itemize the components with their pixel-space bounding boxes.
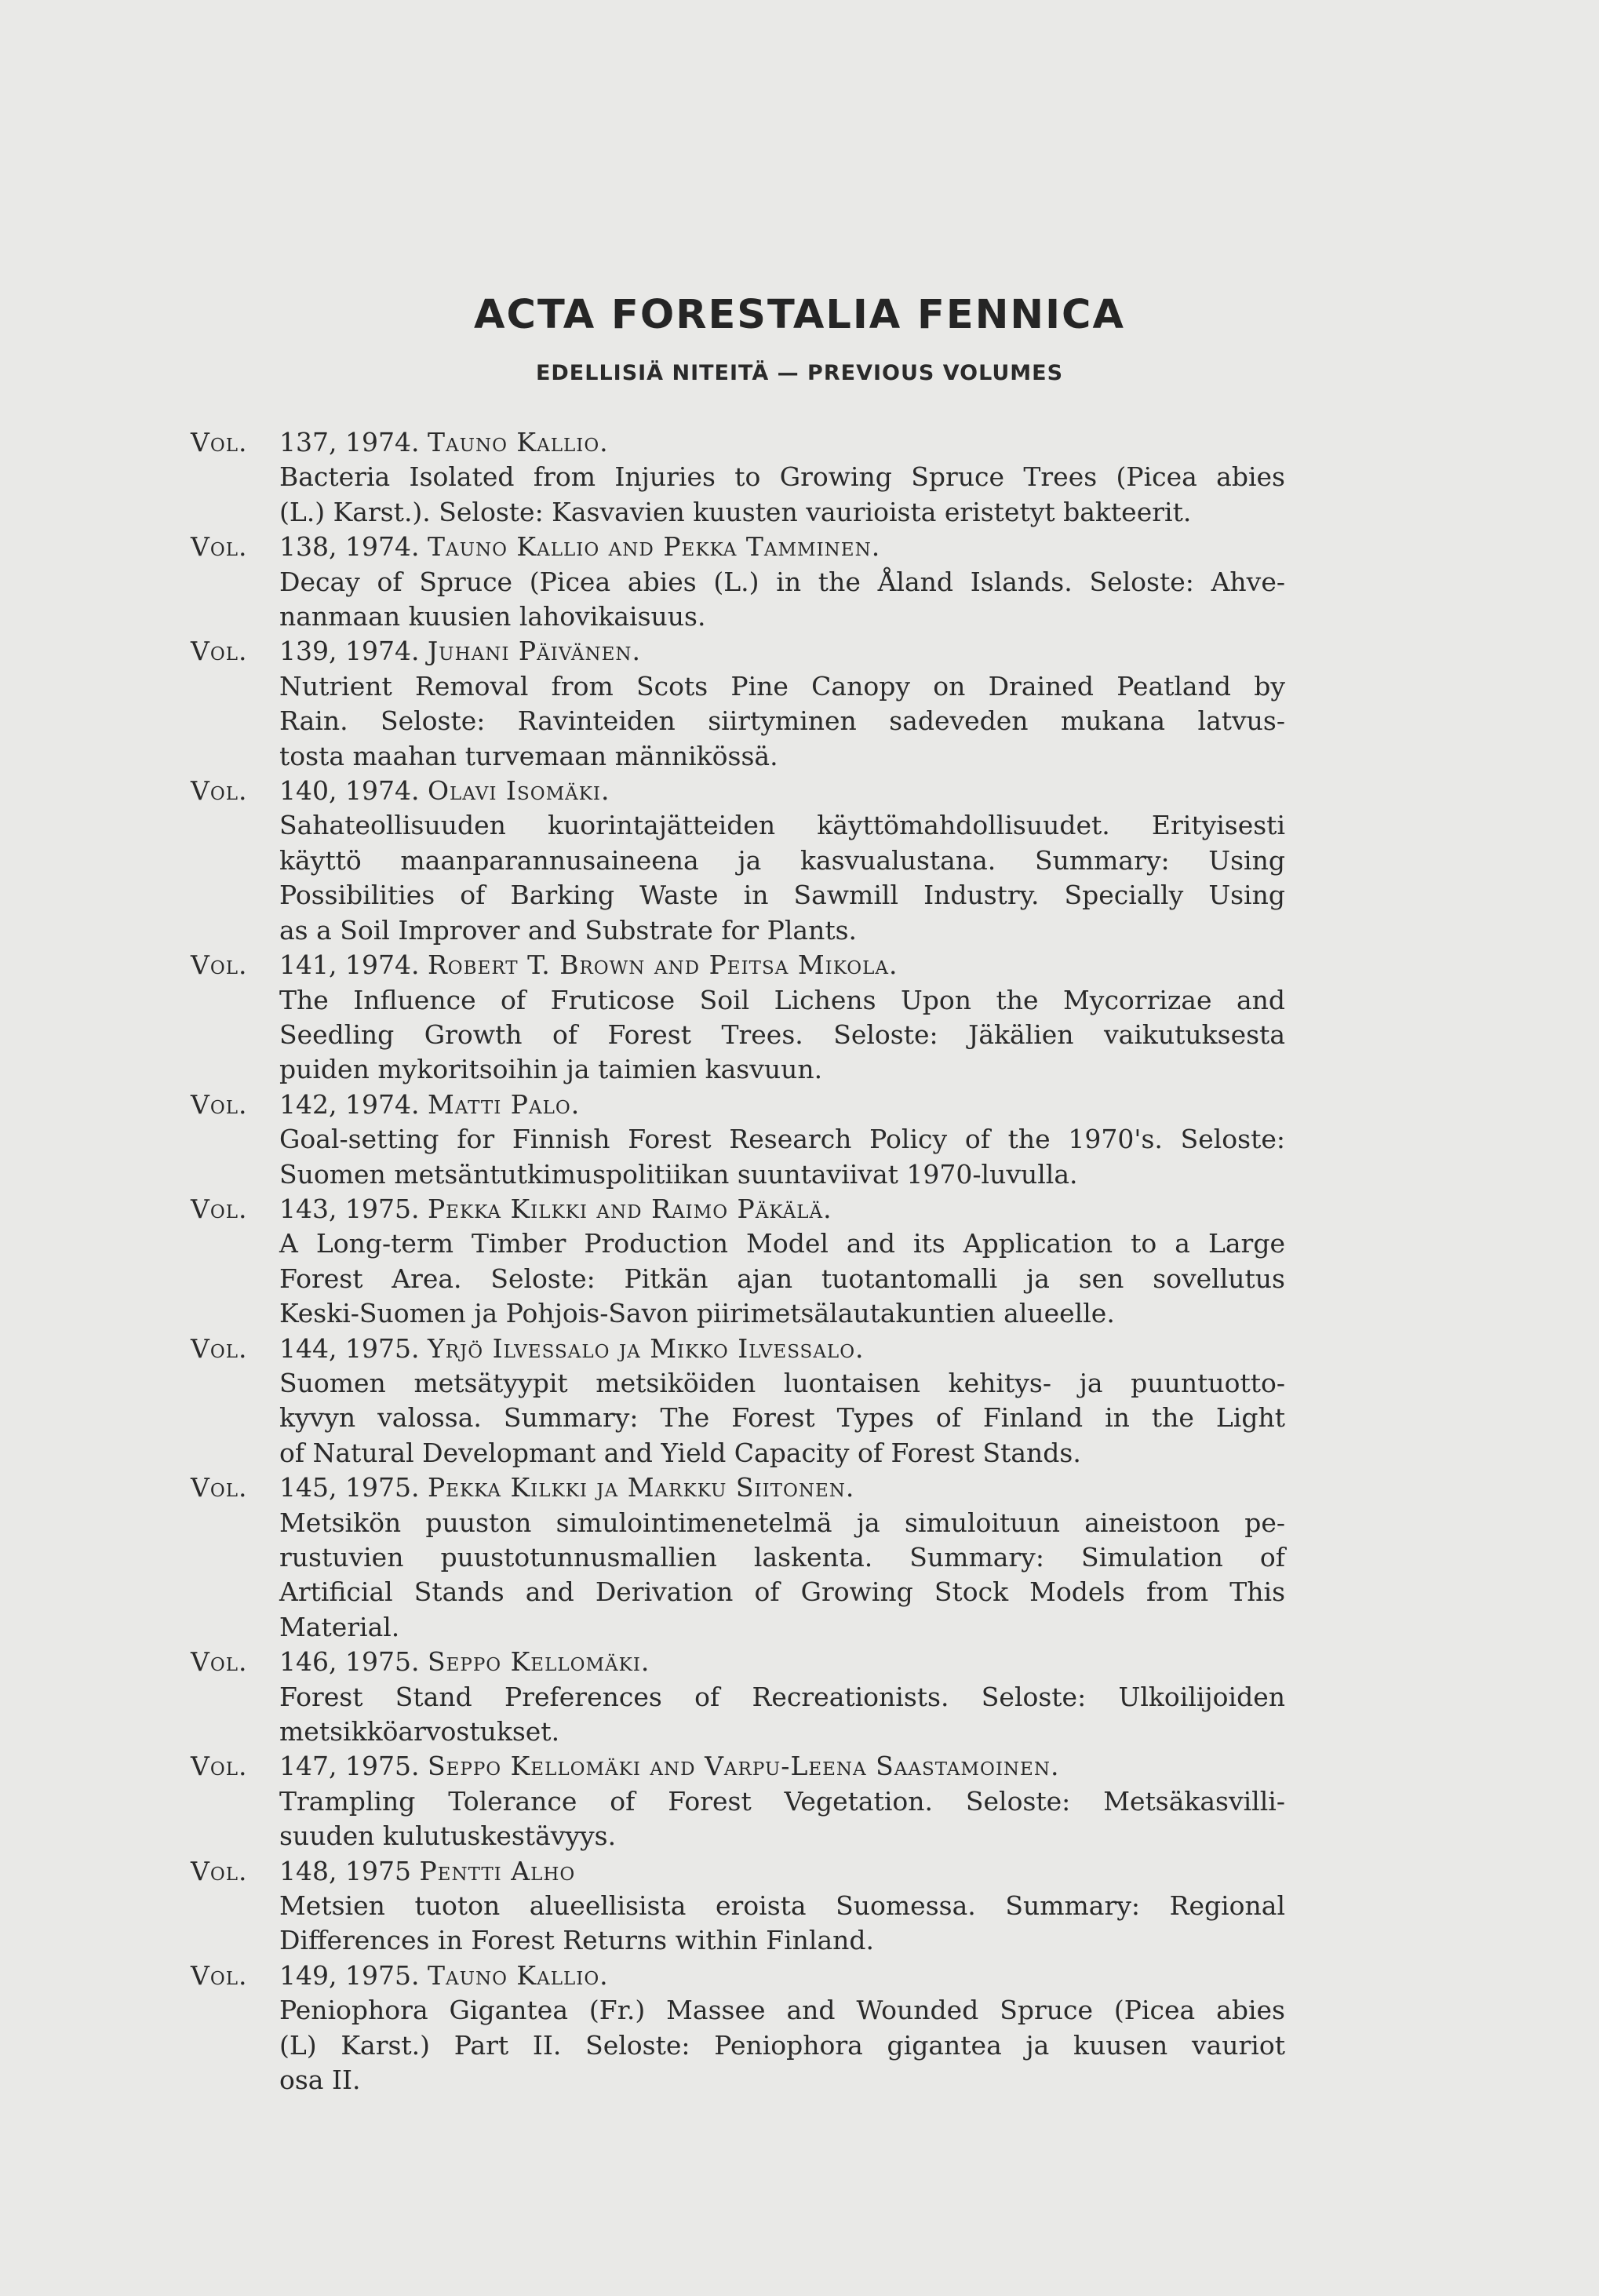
- description-line: Bacteria Isolated from Injuries to Growing Spruce Trees (Picea abies: [279, 461, 1285, 493]
- volume-label: Vol.: [191, 1472, 248, 1503]
- volume-body: [279, 1645, 1285, 1749]
- description-line: The Influence of Fruticose Soil Lichens Upon the Mycorrizae and: [279, 984, 1285, 1015]
- volume-body: [279, 1088, 1285, 1192]
- description-line: Metsikön puuston simulointimenetelmä ja simuloituun aineistoon pe-: [279, 1507, 1285, 1538]
- volume-description: [279, 1506, 1285, 1645]
- description-line: nanmaan kuusien lahovikaisuus.: [279, 601, 706, 632]
- description-line: A Long-term Timber Production Model and its Application to a Large: [279, 1228, 1285, 1259]
- description-line: tosta maahan turvemaan männikössä.: [279, 740, 778, 771]
- volume-number-year: 141, 1974.: [279, 949, 420, 981]
- description-line: Forest Area. Seloste: Pitkän ajan tuotantomalli ja sen sovellutus: [279, 1263, 1285, 1294]
- volume-heading: [279, 774, 1285, 808]
- volume-authors: Seppo Kellomäki and Varpu-Leena Saastamoinen.: [427, 1751, 1060, 1782]
- volume-entry: [191, 634, 1285, 774]
- volume-description: [279, 808, 1285, 948]
- volume-heading: [279, 1088, 1285, 1122]
- volume-authors: Matti Palo.: [427, 1088, 581, 1120]
- volume-label: Vol.: [191, 1193, 248, 1224]
- volume-label: Vol.: [191, 1751, 248, 1782]
- volume-number-year: 137, 1974.: [279, 427, 420, 457]
- description-line: Seedling Growth of Forest Trees. Seloste: Jäkälien vaikutuksesta: [279, 1019, 1285, 1050]
- volume-authors: Robert T. Brown and Peitsa Mikola.: [427, 949, 898, 981]
- volume-heading: [279, 634, 1285, 669]
- volume-description: [279, 1993, 1285, 2097]
- description-line: Suomen metsätyypit metsiköiden luontaisen kehitys- ja puuntuotto-: [279, 1367, 1285, 1398]
- volume-authors: Tauno Kallio and Pekka Tamminen.: [427, 531, 881, 563]
- description-line: Metsien tuoton alueellisista eroista Suomessa. Summary: Regional: [279, 1890, 1285, 1922]
- volume-heading: [279, 1645, 1285, 1679]
- volume-entry: [191, 1192, 1285, 1332]
- volume-authors: Yrjö Ilvessalo ja Mikko Ilvessalo.: [427, 1332, 865, 1364]
- volume-label: Vol.: [191, 636, 248, 667]
- volume-description: [279, 460, 1285, 530]
- volume-body: [279, 1854, 1285, 1959]
- volume-entry: [191, 1749, 1285, 1853]
- volume-entry: [191, 1332, 1285, 1471]
- description-line: Differences in Forest Returns within Finland.: [279, 1925, 874, 1956]
- volume-number-year: 148, 1975: [279, 1855, 411, 1886]
- description-line: of Natural Developmant and Yield Capacity of Forest Stands.: [279, 1437, 1081, 1468]
- description-line: käyttö maanparannusaineena ja kasvualustana. Summary: Using: [279, 844, 1285, 876]
- description-line: Keski-Suomen ja Pohjois-Savon piirimetsälautakuntien alueelle.: [279, 1298, 1115, 1329]
- volume-entry: [191, 1471, 1285, 1645]
- volume-description: [279, 1366, 1285, 1471]
- volume-description: [279, 669, 1285, 774]
- volume-entry: [191, 530, 1285, 634]
- description-line: Peniophora Gigantea (Fr.) Massee and Wounded Spruce (Picea abies: [279, 1995, 1285, 2026]
- description-line: puiden mykoritsoihin ja taimien kasvuun.: [279, 1054, 823, 1085]
- volume-body: [279, 634, 1285, 774]
- volume-body: [279, 1959, 1285, 2098]
- volume-label: Vol.: [191, 1088, 248, 1120]
- volume-authors: Olavi Isomäki.: [427, 775, 610, 807]
- volume-heading: [279, 1749, 1285, 1784]
- volume-number-year: 139, 1974.: [279, 636, 420, 667]
- volume-authors: Juhani Päivänen.: [427, 636, 642, 667]
- volume-heading: [279, 530, 1285, 564]
- volume-authors: Pentti Alho: [419, 1855, 576, 1886]
- volume-authors: Tauno Kallio.: [427, 427, 609, 457]
- volume-body: [279, 1332, 1285, 1471]
- volume-label: Vol.: [191, 427, 248, 457]
- volume-authors: Seppo Kellomäki.: [427, 1646, 650, 1678]
- volume-number-year: 142, 1974.: [279, 1088, 420, 1120]
- volume-entry: [191, 1959, 1285, 2098]
- volume-number-year: 138, 1974.: [279, 531, 420, 563]
- journal-title: ACTA FORESTALIA FENNICA: [474, 292, 1125, 338]
- description-line: (L.) Karst.). Seloste: Kasvavien kuusten vaurioista eristetyt bakteerit.: [279, 496, 1192, 527]
- volume-body: [279, 530, 1285, 634]
- volume-description: [279, 1680, 1285, 1750]
- volume-description: [279, 1889, 1285, 1959]
- volume-body: [279, 1471, 1285, 1645]
- volume-label: Vol.: [191, 1332, 248, 1364]
- volume-entry: [191, 425, 1285, 530]
- volume-label: Vol.: [191, 1646, 248, 1678]
- volume-heading: [279, 425, 1285, 460]
- description-line: Trampling Tolerance of Forest Vegetation. Seloste: Metsäkasvilli-: [279, 1785, 1285, 1817]
- volume-number-year: 143, 1975.: [279, 1193, 420, 1224]
- volume-entry: [191, 774, 1285, 948]
- volume-heading: [279, 1332, 1285, 1366]
- volume-description: [279, 983, 1285, 1088]
- volume-label: Vol.: [191, 531, 248, 563]
- volume-label: Vol.: [191, 1959, 248, 1991]
- volume-number-year: 147, 1975.: [279, 1751, 420, 1782]
- volume-authors: Tauno Kallio.: [427, 1959, 609, 1991]
- volume-body: [279, 1192, 1285, 1332]
- volume-heading: [279, 1192, 1285, 1226]
- description-line: Decay of Spruce (Picea abies (L.) in the Åland Islands. Seloste: Ahve-: [279, 566, 1285, 597]
- volume-heading: [279, 1471, 1285, 1505]
- volume-list: [191, 425, 1285, 2098]
- volume-entry: [191, 1088, 1285, 1192]
- volume-number-year: 149, 1975.: [279, 1959, 420, 1991]
- volume-number-year: 145, 1975.: [279, 1472, 420, 1503]
- section-subtitle: EDELLISIÄ NITEITÄ — PREVIOUS VOLUMES: [535, 361, 1064, 385]
- volume-body: [279, 948, 1285, 1088]
- volume-label: Vol.: [191, 949, 248, 981]
- volume-body: [279, 774, 1285, 948]
- volume-description: [279, 565, 1285, 635]
- description-line: metsikköarvostukset.: [279, 1716, 560, 1748]
- volume-description: [279, 1226, 1285, 1331]
- volume-heading: [279, 1959, 1285, 1993]
- volume-description: [279, 1784, 1285, 1854]
- volume-number-year: 146, 1975.: [279, 1646, 420, 1678]
- description-line: Possibilities of Barking Waste in Sawmill Industry. Specially Using: [279, 880, 1285, 911]
- volume-heading: [279, 1854, 1285, 1889]
- description-line: Sahateollisuuden kuorintajätteiden käyttömahdollisuudet. Erityisesti: [279, 810, 1285, 841]
- description-line: Rain. Seloste: Ravinteiden siirtyminen sadeveden mukana latvus-: [279, 705, 1285, 737]
- volume-authors: Pekka Kilkki ja Markku Siitonen.: [427, 1472, 855, 1503]
- volume-heading: [279, 948, 1285, 982]
- description-line: as a Soil Improver and Substrate for Plants.: [279, 914, 858, 946]
- description-line: Suomen metsäntutkimuspolitiikan suuntaviivat 1970-luvulla.: [279, 1158, 1078, 1190]
- volume-number-year: 144, 1975.: [279, 1332, 420, 1364]
- description-line: (L) Karst.) Part II. Seloste: Peniophora gigantea ja kuusen vauriot: [279, 2029, 1285, 2061]
- description-line: Forest Stand Preferences of Recreationists. Seloste: Ulkoilijoiden: [279, 1681, 1285, 1712]
- volume-entry: [191, 948, 1285, 1088]
- volume-body: [279, 425, 1285, 530]
- volume-label: Vol.: [191, 775, 248, 807]
- description-line: Goal-setting for Finnish Forest Research Policy of the 1970's. Seloste:: [279, 1124, 1285, 1155]
- volume-entry: [191, 1645, 1285, 1749]
- description-line: kyvyn valossa. Summary: The Forest Types of Finland in the Light: [279, 1402, 1285, 1434]
- description-line: Nutrient Removal from Scots Pine Canopy on Drained Peatland by: [279, 670, 1285, 702]
- volume-authors: Pekka Kilkki and Raimo Päkälä.: [427, 1193, 832, 1224]
- volume-body: [279, 1749, 1285, 1853]
- volume-description: [279, 1122, 1285, 1192]
- description-line: suuden kulutuskestävyys.: [279, 1820, 617, 1852]
- description-line: Material.: [279, 1611, 400, 1642]
- volume-entry: [191, 1854, 1285, 1959]
- volume-label: Vol.: [191, 1855, 248, 1886]
- description-line: osa II.: [279, 2065, 361, 2096]
- description-line: Artificial Stands and Derivation of Growing Stock Models from This: [279, 1576, 1285, 1608]
- description-line: rustuvien puustotunnusmallien laskenta. Summary: Simulation of: [279, 1542, 1285, 1573]
- volume-number-year: 140, 1974.: [279, 775, 420, 807]
